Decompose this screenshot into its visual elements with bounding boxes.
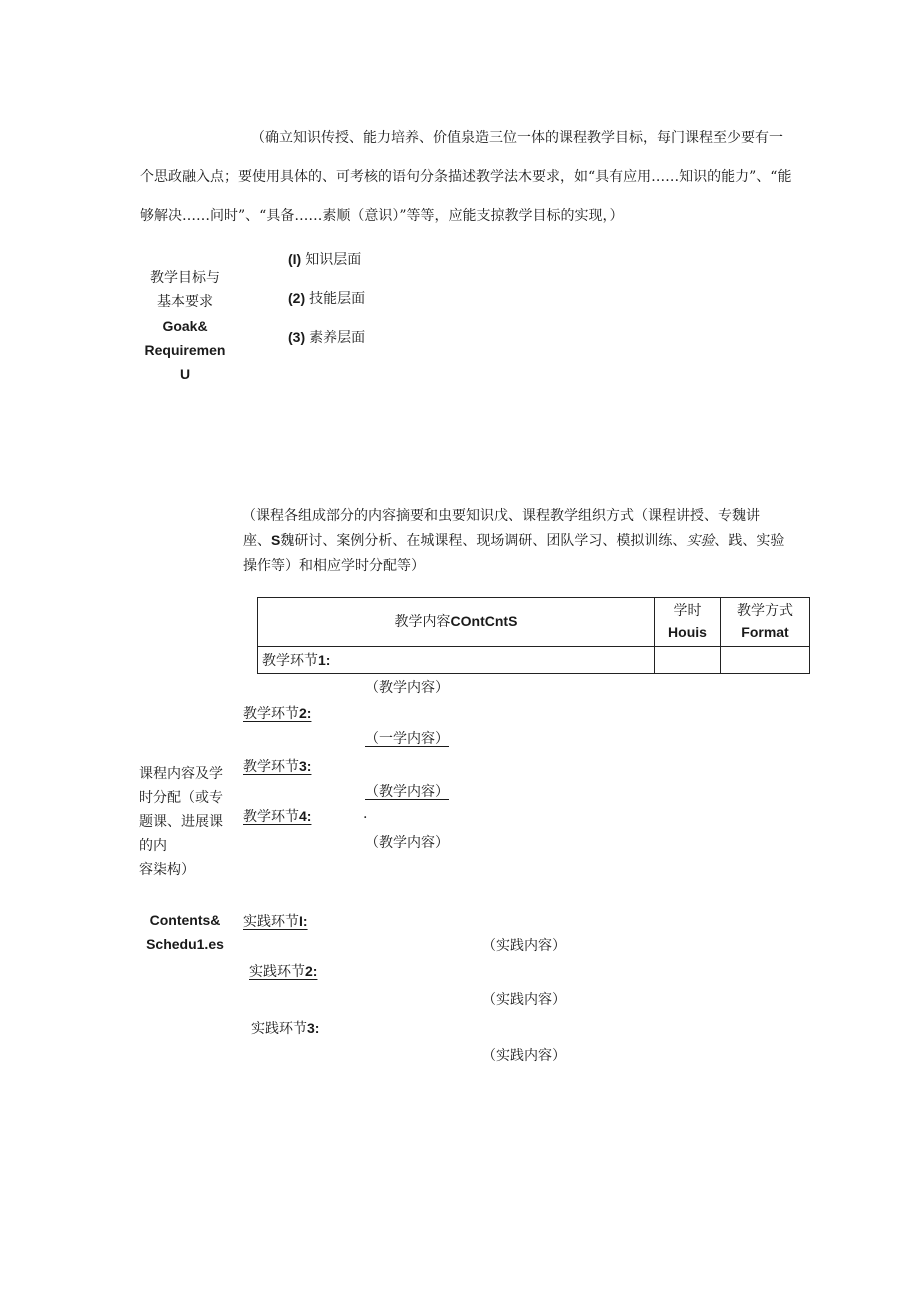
level-skills-num: (2) [288,290,306,306]
teaching-session-4 [243,806,341,826]
practice-session-1 [243,911,308,931]
level-knowledge [288,249,361,269]
schedule-table-header [258,598,810,647]
contents-label-cn-2: 时分配（或专 [139,790,223,806]
level-skills-text: 技能层面 [309,291,366,307]
contents-label-cn-5: 容柒构） [139,862,195,878]
teaching-session-2 [243,703,311,723]
level-knowledge-text: 知识层面 [305,252,362,268]
teaching-placeholder-1: （教学内容） [365,680,449,696]
level-knowledge-num: (I) [288,251,302,267]
header-contents-cn: 教学内容 [394,614,451,630]
row-session-1 [258,647,655,674]
goals-label [130,266,240,386]
goals-instruction-line-1: （确立知识传授、能力培养、价值泉造三位一体的课程教学目标，每门课程至少要有一 [251,130,783,146]
contents-instruction-2-s: S [271,532,281,548]
contents-instruction-2-post: 魏研讨、案例分析、在城课程、现场调研、团队学习、模拟训练、 [280,533,687,549]
header-format [721,598,810,647]
goals-instruction-line-3: 够解决……问时”、“具备……素顺（意识）”等等，应能支掠教学目标的实现，） [140,208,624,224]
teaching-session-4-cn: 教学环节 [243,809,299,825]
level-skills [288,288,365,308]
practice-session-3-cn: 实践环节 [251,1021,307,1037]
teaching-placeholder-3: （教学内容） [365,784,449,800]
contents-instruction-line-2 [243,530,784,550]
row-session-1-hours [655,647,721,674]
teaching-session-3-cn: 教学环节 [243,759,299,775]
contents-label-cn-3: 题课、进展课 [139,814,223,830]
contents-label-en-2: Schedu1.es [146,936,224,952]
practice-session-1-num: I: [299,913,308,929]
practice-session-2-num: 2: [305,963,318,979]
header-contents [258,598,655,647]
header-contents-en: COntCntS [450,613,518,629]
goals-label-en-2: Requiremen [144,342,226,358]
contents-instruction-2-italic: 实验 [686,533,715,549]
contents-instruction-line-1: （课程各组成部分的内容摘要和虫要知识戊、课程教学组织方式（课程讲授、专魏讲 [242,508,760,524]
header-hours [655,598,721,647]
level-literacy [288,327,365,347]
level-literacy-text: 素养层面 [309,330,366,346]
teaching-placeholder-2: （一学内容） [365,731,449,747]
contents-label-en-1: Contents& [149,912,221,928]
practice-placeholder-1: （实践内容） [482,938,566,954]
practice-placeholder-2: （实践内容） [482,992,566,1008]
teaching-session-4-num: 4: [299,808,312,824]
goals-label-en-3: U [179,366,191,382]
teaching-session-2-num: 2: [299,705,312,721]
header-hours-en: Houis [668,624,707,640]
row-session-1-cn: 教学环节 [262,653,318,669]
level-literacy-num: (3) [288,329,306,345]
teaching-placeholder-4: （教学内容） [365,835,449,851]
practice-session-2-cn: 实践环节 [249,964,305,980]
practice-session-2 [249,961,317,981]
teaching-session-2-cn: 教学环节 [243,706,299,722]
practice-session-3-num: 3: [307,1020,320,1036]
contents-instruction-2-end: 、践、实验 [714,533,785,549]
teaching-session-4-dot: . [363,806,368,822]
contents-label [139,762,235,882]
goals-label-cn-1: 教学目标与 [150,270,220,286]
teaching-session-3-num: 3: [299,758,312,774]
contents-instruction-line-3: 操作等）和相应学时分配等） [243,558,425,574]
practice-session-1-cn: 实践环节 [243,914,299,930]
table-row [258,647,810,674]
teaching-session-3 [243,756,311,776]
goals-label-cn-2: 基本要求 [157,294,213,310]
practice-session-3 [251,1018,319,1038]
contents-label-cn-4: 的内 [139,838,167,854]
schedule-table [257,597,810,674]
header-hours-cn: 学时 [673,603,702,619]
contents-instruction-2-pre: 座、 [243,533,271,549]
practice-placeholder-3: （实践内容） [482,1048,566,1064]
goals-instruction-line-2: 个思政融入点；要使用具体的、可考核的语句分条描述教学法木要求，如“具有应用……知识的能力”、“能 [140,169,792,185]
header-format-en: Format [741,624,789,640]
contents-label-en [130,908,240,956]
row-session-1-format [721,647,810,674]
contents-label-cn-1: 课程内容及学 [139,766,223,782]
goals-label-en-1: Goak& [162,318,208,334]
header-format-cn: 教学方式 [737,603,793,619]
row-session-1-num: 1: [318,652,331,668]
